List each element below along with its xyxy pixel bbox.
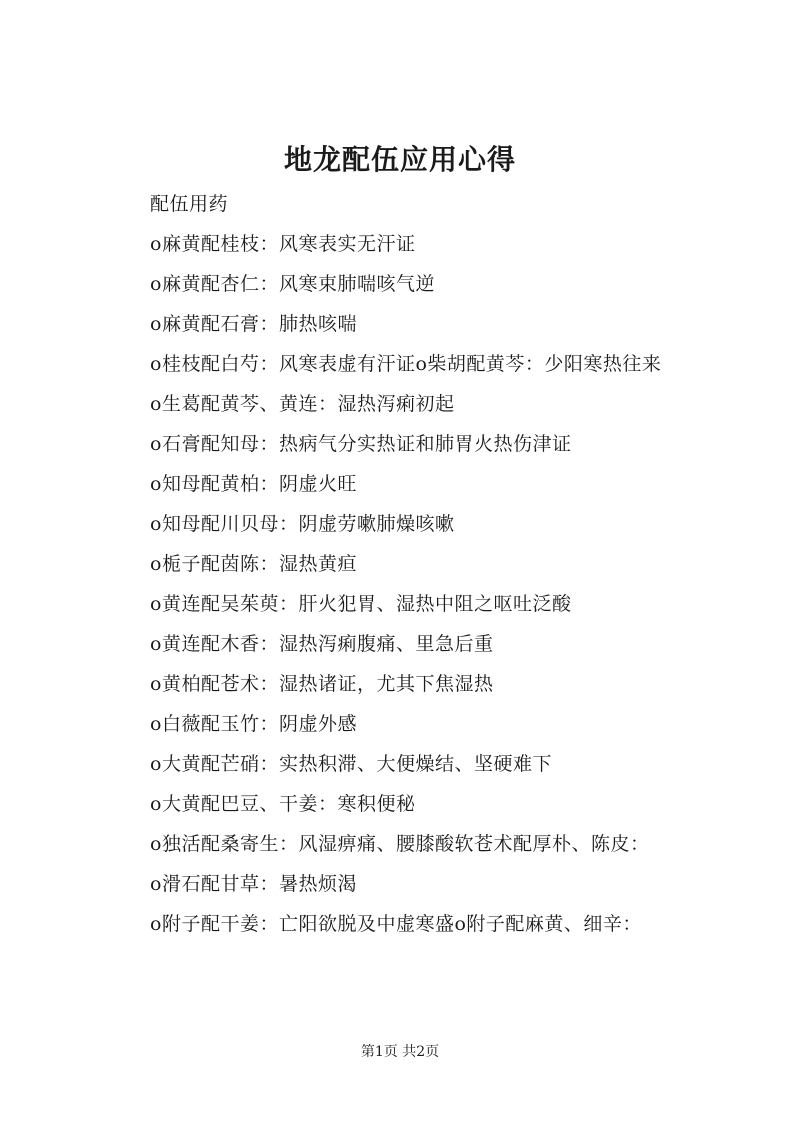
paragraph: o知母配川贝母：阴虚劳嗽肺燥咳嗽 — [150, 513, 455, 535]
paragraph: o附子配干姜：亡阳欲脱及中虚寒盛o附子配麻黄、细辛： — [150, 913, 642, 935]
paragraph: 配伍用药 — [150, 193, 229, 215]
paragraph: o麻黄配杏仁：风寒束肺喘咳气逆 — [150, 273, 435, 295]
paragraph: o白薇配玉竹：阴虚外感 — [150, 713, 357, 735]
paragraph: o麻黄配石膏：肺热咳喘 — [150, 313, 357, 335]
paragraph: o黄连配吴茱萸：肝火犯胃、湿热中阻之呕吐泛酸 — [150, 593, 572, 615]
page-number-label: 第1页 共2页 — [360, 1044, 440, 1060]
paragraph: o桂枝配白芍：风寒表虚有汗证o柴胡配黄芩：少阳寒热往来 — [150, 353, 662, 375]
paragraph: o知母配黄柏：阴虚火旺 — [150, 473, 357, 495]
paragraph: o黄连配木香：湿热泻痢腹痛、里急后重 — [150, 633, 494, 655]
paragraph: o大黄配芒硝：实热积滞、大便燥结、坚硬难下 — [150, 753, 552, 775]
document-title: 地龙配伍应用心得 — [283, 143, 516, 176]
paragraph: o黄柏配苍术：湿热诸证，尤其下焦湿热 — [150, 673, 494, 695]
document-body — [110, 184, 715, 944]
paragraph: o栀子配茵陈：湿热黄疸 — [150, 553, 357, 575]
page-footer — [0, 1042, 800, 1062]
paragraph: o大黄配巴豆、干姜：寒积便秘 — [150, 793, 416, 815]
paragraph: o石膏配知母：热病气分实热证和肺胃火热伤津证 — [150, 433, 572, 455]
paragraph: o麻黄配桂枝：风寒表实无汗证 — [150, 233, 416, 255]
paragraph: o滑石配甘草：暑热烦渴 — [150, 873, 357, 895]
paragraph: o生葛配黄芩、黄连：湿热泻痢初起 — [150, 393, 455, 415]
paragraph: o独活配桑寄生：风湿痹痛、腰膝酸软苍术配厚朴、陈皮： — [150, 833, 650, 855]
